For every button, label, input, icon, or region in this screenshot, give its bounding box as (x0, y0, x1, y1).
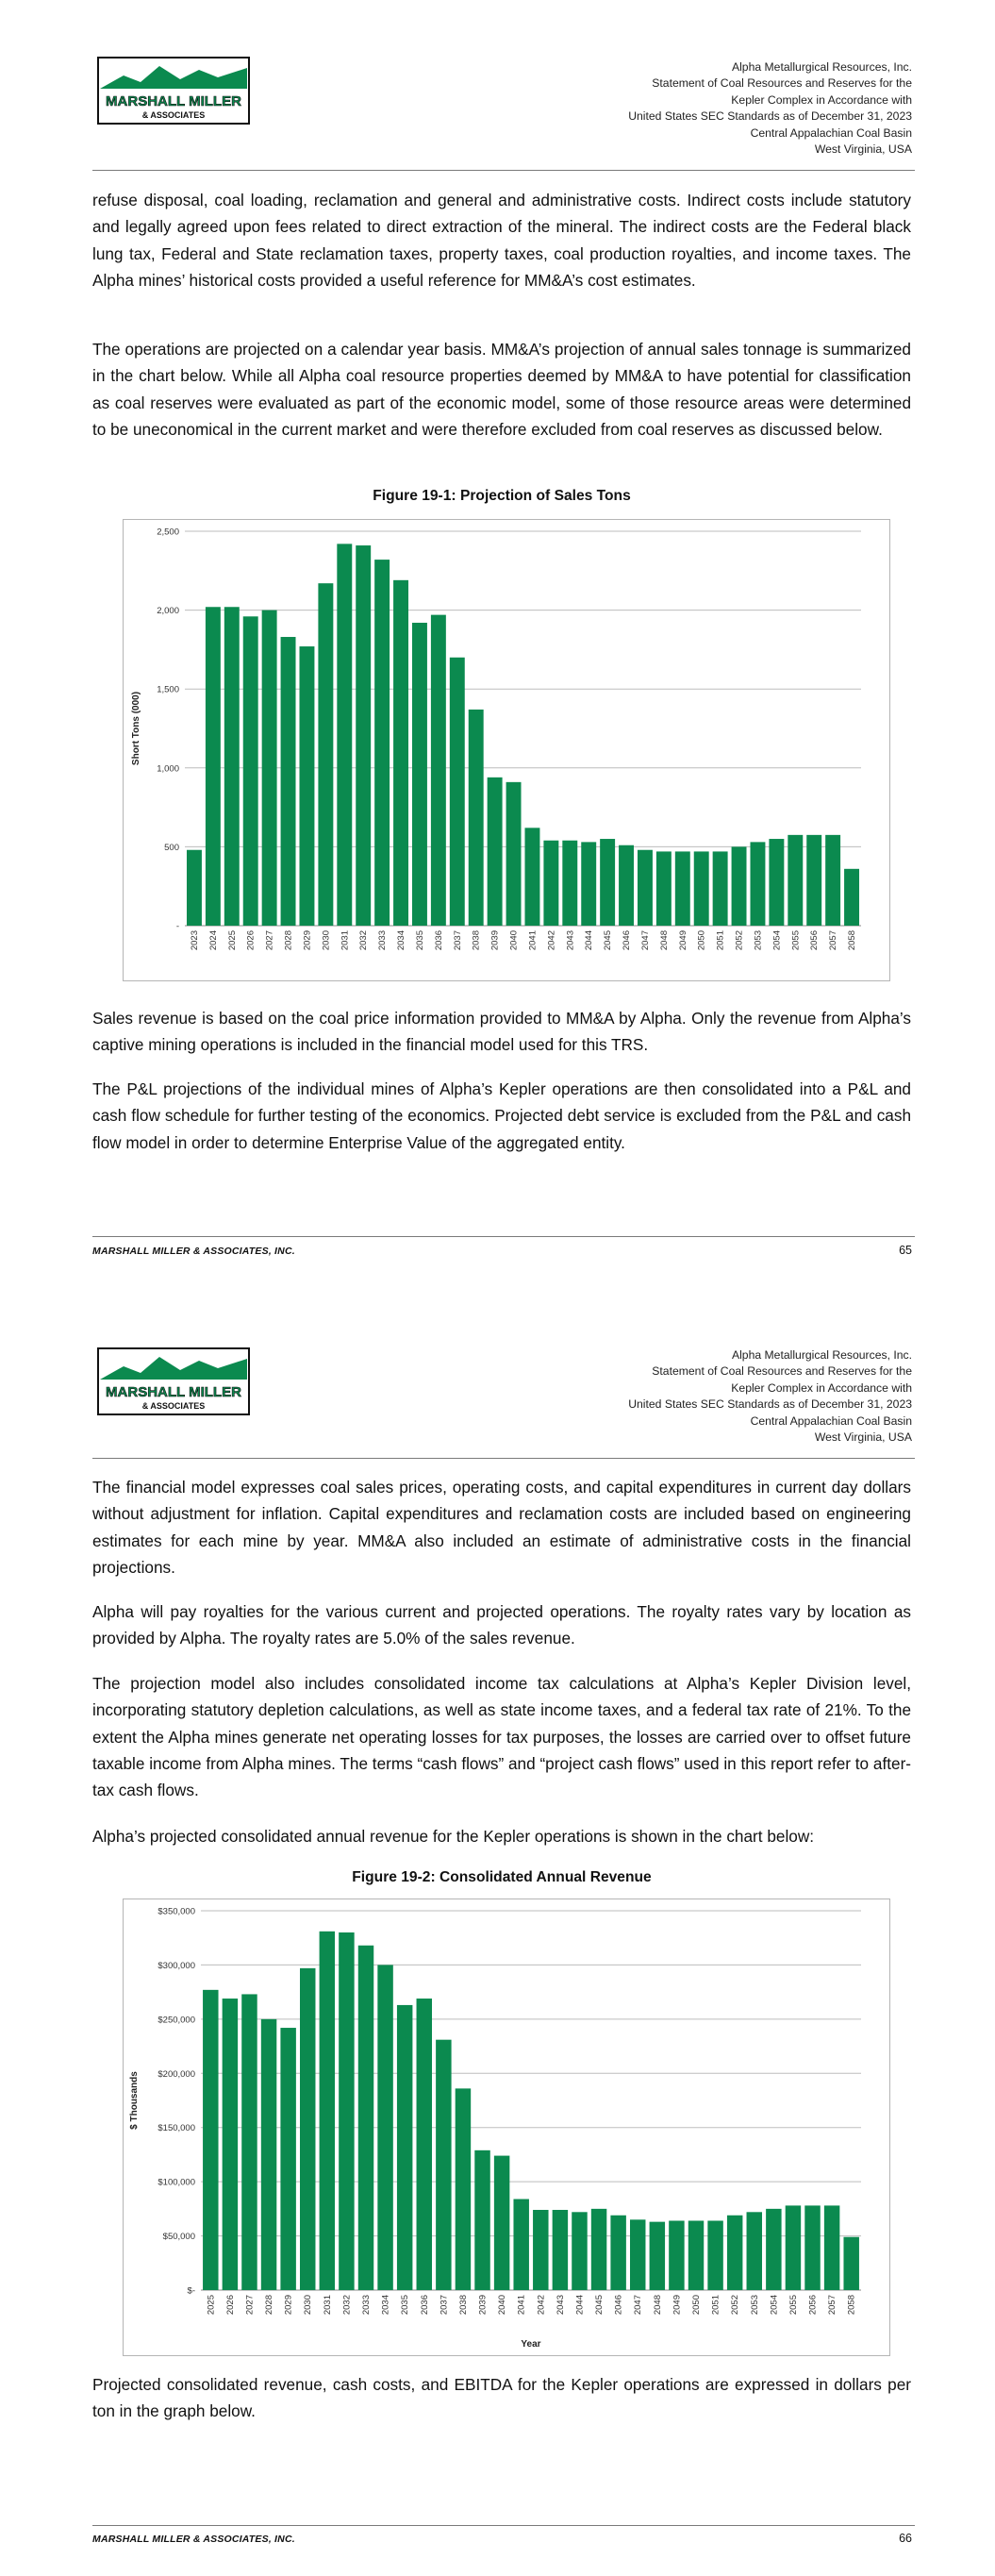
bar (844, 869, 859, 926)
header-line: Statement of Coal Resources and Reserves for the (652, 76, 912, 91)
bar (769, 839, 784, 926)
x-tick-label: 2035 (414, 930, 425, 951)
x-tick-label: 2043 (565, 930, 576, 951)
x-tick-label: 2046 (613, 2295, 624, 2316)
bar (261, 2019, 276, 2290)
x-tick-label: 2036 (433, 930, 444, 951)
paragraph: Alpha will pay royalties for the various current and projected operations. The royalty rates vary by location as provided by Alpha. The royalty rates are 5.0% of the sales revenue. (92, 1602, 911, 1648)
bar (417, 1999, 432, 2290)
x-tick-label: 2042 (536, 2295, 547, 2316)
bar (825, 835, 840, 926)
x-tick-label: 2039 (477, 2295, 489, 2316)
bar (843, 2237, 858, 2290)
bar (488, 778, 503, 926)
bar (553, 2210, 568, 2290)
x-tick-label: 2041 (516, 2295, 527, 2316)
footer-rule (92, 2525, 915, 2526)
x-tick-label: 2027 (264, 930, 275, 951)
x-tick-label: 2057 (827, 2295, 838, 2316)
x-tick-label: 2044 (584, 930, 595, 951)
paragraph: The projection model also includes consolidated income tax calculations at Alpha’s Kepler Division level, incorporating statutory depletion calculations, as well as state income taxes, and a federal tax rate of 21%. To the extent the Alpha mines generate net operating losses for tax purposes, the losses are carried over to offset future taxable income from Alpha mines. The terms “cash flows” and “project cash flows” used in this report refer to after-tax cash flows. (92, 1674, 912, 1800)
svg-text:MARSHALL MILLER: MARSHALL MILLER (106, 93, 241, 109)
body-text (92, 1076, 911, 1156)
bar (431, 615, 446, 926)
y-tick-label: 2,000 (157, 606, 179, 617)
y-axis-label: Short Tons (000) (131, 691, 141, 766)
x-tick-label: 2032 (341, 2295, 353, 2316)
bar (562, 841, 577, 926)
x-tick-label: 2029 (302, 930, 313, 951)
bar (806, 835, 821, 926)
bar (788, 835, 803, 926)
x-tick-label: 2038 (471, 930, 482, 951)
bar (581, 842, 596, 926)
x-tick-label: 2033 (361, 2295, 372, 2316)
bar (524, 828, 539, 926)
x-tick-label: 2044 (574, 2295, 586, 2316)
footer-company: MARSHALL MILLER & ASSOCIATES, INC. (92, 2534, 295, 2545)
bar (707, 2220, 722, 2290)
page-number: 66 (899, 2532, 912, 2545)
page-66 (0, 1302, 995, 2576)
x-tick-label: 2045 (594, 2295, 605, 2316)
document-header (516, 59, 912, 158)
x-axis-label: Year (521, 2339, 541, 2350)
paragraph: The financial model expresses coal sales prices, operating costs, and capital expenditures in current day dollars without adjustment for inflation. Capital expenditures and reclamation costs are included based on engineering estimates for each mine by year. MM&A also included an estimate of administrative costs in the financial projections. (92, 1478, 911, 1577)
x-tick-label: 2025 (206, 2295, 217, 2316)
x-tick-label: 2040 (508, 930, 520, 951)
bar (187, 850, 202, 926)
body-text (92, 1005, 911, 1059)
x-tick-label: 2043 (555, 2295, 566, 2316)
header-line: Kepler Complex in Accordance with (731, 92, 912, 107)
paragraph: Sales revenue is based on the coal price information provided to MM&A by Alpha. Only the revenue from Alpha’s captive mining operations is included in the financial model used for this TRS. (92, 1009, 911, 1055)
x-tick-label: 2045 (603, 930, 614, 951)
bar (630, 2219, 645, 2290)
x-tick-label: 2041 (527, 930, 539, 951)
x-tick-label: 2049 (677, 930, 688, 951)
header-line: Central Appalachian Coal Basin (750, 1413, 912, 1428)
bar (223, 1999, 238, 2290)
x-tick-label: 2049 (672, 2295, 683, 2316)
bar (393, 580, 408, 926)
bar (320, 1932, 335, 2290)
paragraph: The operations are projected on a calendar year basis. MM&A’s projection of annual sales tonnage is summarized in the chart below. While all Alpha coal resource properties deemed by MM&A to have potential for classification as coal reserves were evaluated as part of the economic model, some of those resource areas were determined to be uneconomical in the current market and were therefore excluded from coal reserves as discussed below. (92, 340, 911, 439)
bar (732, 846, 747, 926)
x-tick-label: 2054 (769, 2295, 780, 2316)
y-tick-label: $350,000 (158, 1906, 195, 1917)
header-line: West Virginia, USA (814, 142, 912, 157)
y-tick-label: - (175, 921, 179, 932)
x-tick-label: 2032 (358, 930, 370, 951)
bar (436, 2040, 451, 2290)
body-text (92, 2371, 911, 2425)
svg-text:& ASSOCIATES: & ASSOCIATES (141, 110, 206, 120)
x-tick-label: 2047 (633, 2295, 644, 2316)
x-tick-label: 2050 (691, 2295, 702, 2316)
bar (358, 1946, 373, 2290)
bar (675, 851, 690, 926)
x-tick-label: 2038 (457, 2295, 469, 2316)
header-line: Statement of Coal Resources and Reserves for the (652, 1364, 912, 1379)
bar (656, 851, 672, 926)
x-tick-label: 2048 (658, 930, 670, 951)
header-line: Kepler Complex in Accordance with (731, 1380, 912, 1395)
svg-text:MARSHALL MILLER: MARSHALL MILLER (106, 1384, 241, 1400)
paragraph: The P&L projections of the individual mines of Alpha’s Kepler operations are then consolidated into a P&L and cash flow schedule for further testing of the economics. Projected debt service is excluded from the P&L and cash flow model in order to determine Enterprise Value of the aggregated entity. (92, 1079, 911, 1152)
x-tick-label: 2034 (380, 2295, 391, 2316)
x-tick-label: 2051 (710, 2295, 721, 2316)
bar (533, 2210, 548, 2290)
svg-text:& ASSOCIATES: & ASSOCIATES (141, 1401, 206, 1411)
bar (469, 710, 484, 926)
figure-caption: Figure 19-2: Consolidated Annual Revenue (352, 1869, 652, 1885)
bar (374, 560, 390, 926)
x-tick-label: 2026 (245, 930, 257, 951)
body-text (92, 1670, 911, 1803)
sales-tons-chart-svg (124, 520, 889, 980)
body-text (92, 1823, 911, 1849)
y-tick-label: $300,000 (158, 1960, 195, 1971)
y-tick-label: $- (187, 2285, 195, 2297)
x-tick-label: 2023 (189, 930, 200, 951)
bar (543, 841, 558, 926)
bar (450, 658, 465, 926)
x-tick-label: 2055 (790, 930, 802, 951)
bar (669, 2220, 684, 2290)
y-tick-label: 1,500 (157, 684, 179, 695)
x-tick-label: 2047 (639, 930, 651, 951)
x-tick-label: 2036 (419, 2295, 430, 2316)
x-tick-label: 2056 (807, 2295, 819, 2316)
y-tick-label: $100,000 (158, 2177, 195, 2188)
bar (412, 623, 427, 926)
y-tick-label: 500 (164, 842, 179, 853)
paragraph: Projected consolidated revenue, cash costs, and EBITDA for the Kepler operations are expressed in dollars per ton in the graph below. (92, 2375, 911, 2421)
bar (224, 607, 240, 926)
bar (619, 845, 634, 926)
x-tick-label: 2024 (207, 930, 219, 951)
x-tick-label: 2051 (715, 930, 726, 951)
y-tick-label: $200,000 (158, 2068, 195, 2080)
bar (747, 2212, 762, 2290)
bar (638, 850, 653, 926)
bar (397, 2005, 412, 2290)
x-tick-label: 2037 (452, 930, 463, 951)
x-tick-label: 2026 (224, 2295, 236, 2316)
x-tick-label: 2048 (652, 2295, 663, 2316)
x-tick-label: 2055 (788, 2295, 799, 2316)
x-tick-label: 2033 (377, 930, 389, 951)
bar (600, 839, 615, 926)
y-tick-label: $50,000 (162, 2232, 195, 2243)
body-text (92, 336, 911, 443)
paragraph: refuse disposal, coal loading, reclamation and general and administrative costs. Indirect costs include statutory and legally agreed upon fees related to direct extraction of the mineral. The indirect costs are the Federal black lung tax, Federal and State reclamation taxes, property taxes, coal production royalties, and income taxes. The Alpha mines’ historical costs provided a useful reference for MM&A’s cost estimates. (92, 191, 911, 290)
bar (713, 851, 728, 926)
bar (206, 607, 221, 926)
x-tick-label: 2028 (283, 930, 294, 951)
body-text (92, 1598, 911, 1652)
x-tick-label: 2053 (749, 2295, 760, 2316)
body-text (92, 1474, 911, 1581)
x-tick-label: 2057 (828, 930, 839, 951)
x-tick-label: 2053 (753, 930, 764, 951)
x-tick-label: 2042 (546, 930, 557, 951)
bar (377, 1965, 392, 2290)
bar (804, 2205, 820, 2290)
header-line: Central Appalachian Coal Basin (750, 125, 912, 140)
bar (694, 851, 709, 926)
y-axis-label: $ Thousands (129, 2071, 140, 2130)
bar (299, 646, 314, 926)
bar (766, 2209, 781, 2290)
header-line: West Virginia, USA (814, 1430, 912, 1445)
x-tick-label: 2025 (226, 930, 238, 951)
bar (356, 545, 371, 926)
x-tick-label: 2050 (696, 930, 707, 951)
bar (610, 2216, 625, 2290)
header-line: United States SEC Standards as of December 31, 2023 (628, 109, 912, 124)
x-tick-label: 2039 (489, 930, 501, 951)
bar (318, 583, 333, 926)
page-number: 65 (899, 1244, 912, 1257)
header-line: Alpha Metallurgical Resources, Inc. (731, 60, 912, 74)
x-tick-label: 2040 (497, 2295, 508, 2316)
bar (300, 1968, 315, 2290)
header-line: United States SEC Standards as of December 31, 2023 (628, 1397, 912, 1412)
bar (474, 2150, 489, 2290)
bar (280, 2028, 295, 2290)
x-tick-label: 2027 (244, 2295, 256, 2316)
body-text (92, 187, 911, 293)
footer-company: MARSHALL MILLER & ASSOCIATES, INC. (92, 1246, 295, 1257)
x-tick-label: 2028 (264, 2295, 275, 2316)
header-rule (92, 170, 915, 171)
marshall-miller-logo (97, 1347, 250, 1415)
bar (750, 842, 765, 926)
bar (727, 2216, 742, 2290)
annual-revenue-chart-svg (124, 1899, 889, 2355)
x-tick-label: 2046 (622, 930, 633, 951)
y-tick-label: 1,000 (157, 763, 179, 775)
x-tick-label: 2054 (771, 930, 783, 951)
x-tick-label: 2058 (846, 2295, 857, 2316)
annual-revenue-chart (123, 1899, 890, 2356)
x-tick-label: 2037 (439, 2295, 450, 2316)
x-tick-label: 2030 (303, 2295, 314, 2316)
y-tick-label: $150,000 (158, 2123, 195, 2134)
x-tick-label: 2031 (322, 2295, 333, 2316)
bar (786, 2205, 801, 2290)
bar (241, 1994, 257, 2290)
sales-tons-chart (123, 519, 890, 981)
x-tick-label: 2035 (400, 2295, 411, 2316)
header-line: Alpha Metallurgical Resources, Inc. (731, 1348, 912, 1362)
bar (591, 2209, 606, 2290)
x-tick-label: 2058 (847, 930, 858, 951)
bar (824, 2205, 839, 2290)
bar (494, 2156, 509, 2290)
footer-rule (92, 1236, 915, 1237)
figure-caption: Figure 19-1: Projection of Sales Tons (373, 488, 631, 504)
bar (339, 1932, 354, 2290)
bar (203, 1990, 218, 2290)
bar (650, 2222, 665, 2290)
marshall-miller-logo (97, 57, 250, 125)
x-tick-label: 2034 (396, 930, 407, 951)
x-tick-label: 2052 (730, 2295, 741, 2316)
paragraph: Alpha’s projected consolidated annual revenue for the Kepler operations is shown in the chart below: (92, 1827, 815, 1846)
x-tick-label: 2052 (734, 930, 745, 951)
x-tick-label: 2030 (321, 930, 332, 951)
bar (688, 2220, 704, 2290)
bar (281, 637, 296, 926)
x-tick-label: 2029 (283, 2295, 294, 2316)
bar (262, 611, 277, 926)
y-tick-label: $250,000 (158, 2015, 195, 2026)
y-tick-label: 2,500 (157, 527, 179, 538)
bar (506, 782, 522, 926)
bar (243, 616, 258, 926)
bar (572, 2212, 587, 2290)
bar (513, 2200, 528, 2290)
header-rule (92, 1458, 915, 1459)
document-header (516, 1347, 912, 1446)
bar (337, 544, 352, 926)
x-tick-label: 2031 (340, 930, 351, 951)
x-tick-label: 2056 (809, 930, 821, 951)
bar (456, 2088, 471, 2290)
